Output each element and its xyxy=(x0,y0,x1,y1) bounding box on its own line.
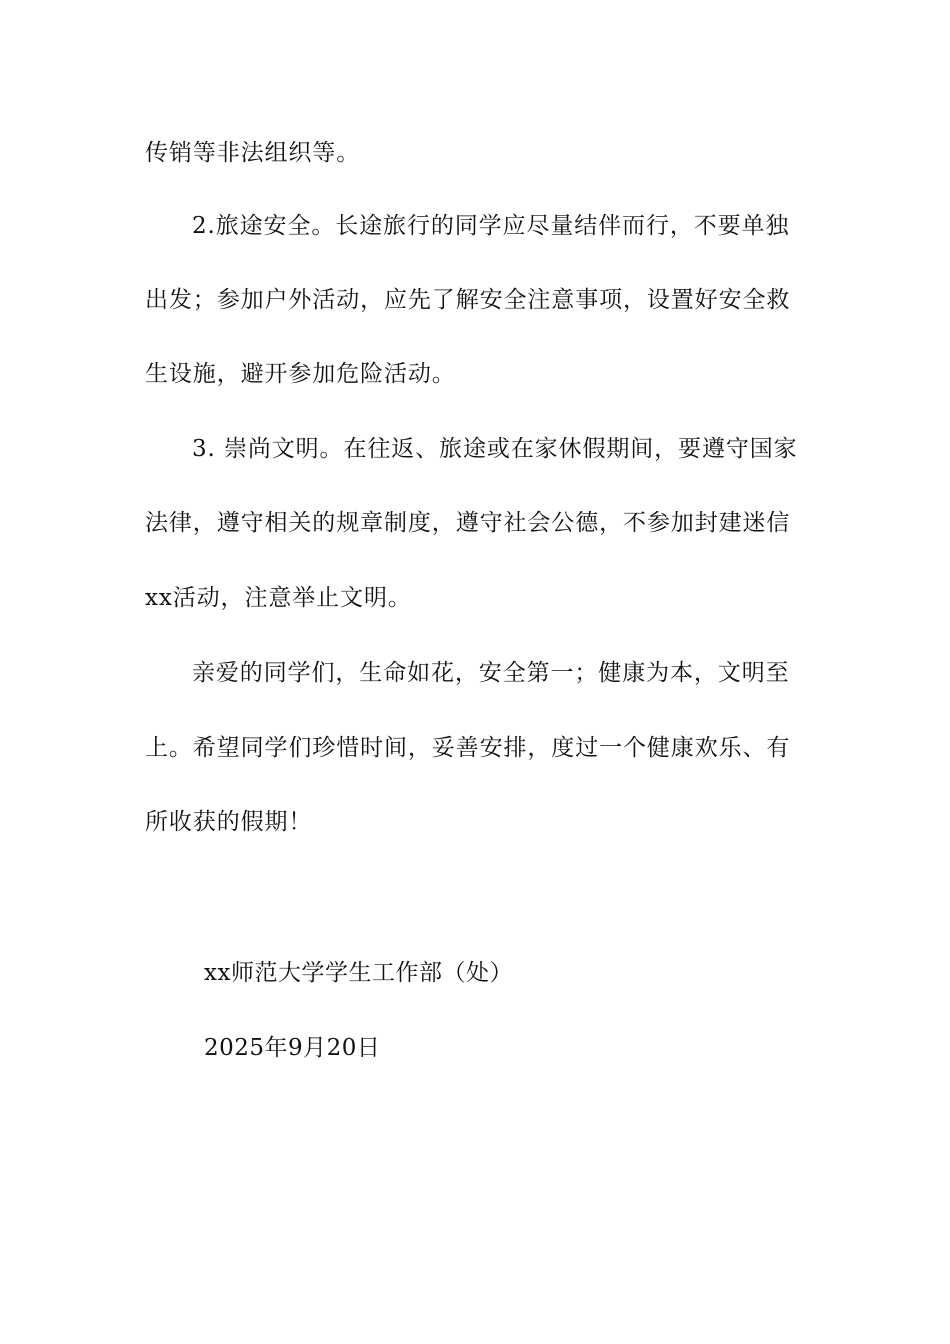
paragraph-line: 生设施，避开参加危险活动。 xyxy=(145,361,456,387)
signature-date: 2025年9月20日 xyxy=(204,1035,381,1061)
paragraph-line: 出发；参加户外活动，应先了解安全注意事项，设置好安全救 xyxy=(145,287,791,313)
signature-organization: xx师范大学学生工作部（处） xyxy=(204,960,513,986)
paragraph-line: 法律，遵守相关的规章制度，遵守社会公德，不参加封建迷信 xyxy=(145,510,791,536)
paragraph-line: 上。希望同学们珍惜时间，妥善安排，度过一个健康欢乐、有 xyxy=(145,735,791,761)
paragraph-line: 3. 崇尚文明。在往返、旅途或在家休假期间，要遵守国家 xyxy=(192,436,798,462)
paragraph-line: 2.旅途安全。长途旅行的同学应尽量结伴而行，不要单独 xyxy=(192,213,790,239)
paragraph-line: xx活动，注意举止文明。 xyxy=(145,585,412,611)
paragraph-line: 所收获的假期！ xyxy=(145,809,313,835)
paragraph-line: 亲爱的同学们，生命如花，安全第一；健康为本，文明至 xyxy=(192,660,790,686)
paragraph-line: 传销等非法组织等。 xyxy=(145,140,361,166)
